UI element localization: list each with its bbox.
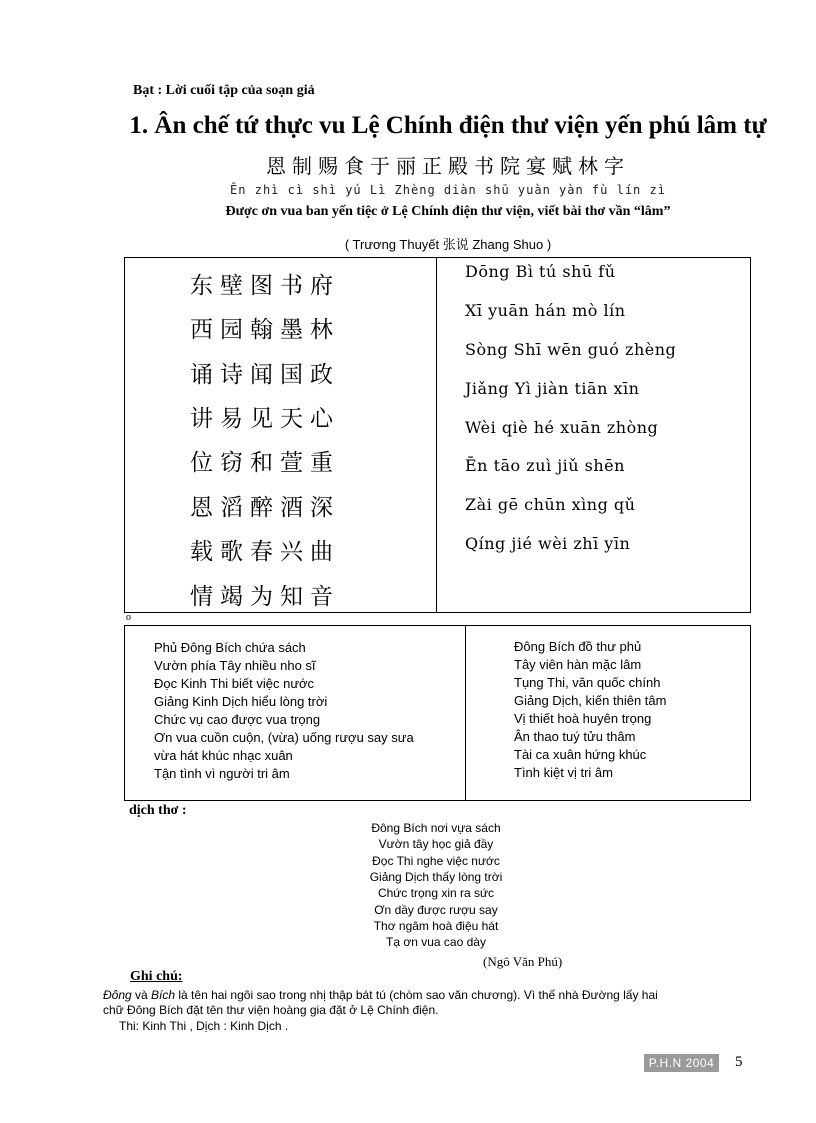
header-label: Bạt : Lời cuối tập của soạn giả [133,83,315,98]
verse-line: Tạ ơn vua cao dày [386,935,486,949]
note-term: Bích [151,988,176,1002]
pinyin-line: Wèi qiè hé xuān zhòng [465,418,659,437]
verse-line: Đọc Thi nghe việc nước [372,854,500,868]
translation-right-line: Tình kiệt vị tri âm [514,765,613,780]
translation-right-line: Tây viên hàn mặc lâm [514,657,642,672]
translation-right-line: Tụng Thi, văn quốc chính [514,675,661,690]
verse-line: Thơ ngâm hoà điệu hát [373,919,499,933]
note-term: Đông [103,988,132,1002]
small-mark: o [126,612,131,623]
verse-line: Chức trọng xin ra sức [377,886,495,900]
hanzi-line: 情竭为知音 [190,584,340,610]
pinyin-line: Sòng Shī wēn guó zhèng [465,340,677,359]
translation-left-line: Ơn vua cuồn cuộn, (vừa) uống rượu say sưa [154,730,414,745]
note-conjunction: và [131,988,152,1002]
translation-left-line: Vườn phía Tây nhiều nho sĩ [154,658,316,673]
translation-left-line: Tận tình vì người tri âm [154,766,290,781]
note-text: là tên hai ngôi sao trong nhị thập bát tú (chòm sao văn chương). Vì thế nhà Đường lấy hai [175,988,658,1002]
hanzi-line: 诵诗闻国政 [190,362,340,388]
translation-right-line: Tài ca xuân hứng khúc [514,747,647,762]
note-line: Thi: Kinh Thi , Dịch : Kinh Dịch . [119,1019,289,1033]
author-credit: ( Trương Thuyết 张说 Zhang Shuo ) [344,237,552,252]
translation-left-line: Phủ Đông Bích chứa sách [154,640,306,655]
translation-right-line: Vị thiết hoà huyên trọng [514,711,652,726]
pinyin-line: Dōng Bì tú shū fǔ [465,262,616,281]
hanzi-line: 恩滔醉酒深 [190,495,340,521]
hanzi-line: 载歌春兴曲 [190,539,340,565]
chinese-title: 恩制赐食于丽正殿书院宴赋林字 [266,156,630,178]
pinyin-title: Ēn zhì cì shì yú Lì Zhèng diàn shū yuàn yàn fù lín zì [230,183,666,197]
poem-column-divider [436,257,437,613]
translation-left-line: Đọc Kinh Thi biết việc nước [154,676,315,691]
subtitle: Được ơn vua ban yến tiệc ở Lệ Chính điện thư viện, viết bài thơ vần “lâm” [225,204,671,219]
hanzi-line: 东壁图书府 [190,273,340,299]
pinyin-line: Qíng jié wèi zhī yīn [465,534,631,553]
pinyin-line: Ēn tāo zuì jiǔ shēn [465,456,625,475]
hanzi-line: 位窃和萱重 [190,450,340,476]
hanzi-line: 讲易见天心 [190,406,340,432]
translation-left-line: vừa hát khúc nhạc xuân [154,748,293,763]
page-title: 1. Ân chế tứ thực vu Lệ Chính điện thư viện yến phú lâm tự [129,112,767,139]
notes-label: Ghi chú: [130,969,183,984]
verse-translation-label: dịch thơ : [129,803,187,818]
translation-column-divider [465,625,466,801]
hanzi-line: 西园翰墨林 [190,317,340,343]
translation-left-line: Giảng Kinh Dịch hiểu lòng trời [154,694,328,709]
translator-credit: (Ngô Văn Phú) [483,954,563,969]
note-line [103,987,763,1003]
translation-right-line: Ân thao tuý tửu thâm [514,729,636,744]
verse-line: Vườn tây học giả đầy [378,837,494,851]
pinyin-line: Xī yuān hán mò lín [465,301,626,320]
verse-line: Giảng Dịch thấy lòng trời [369,870,503,884]
translation-right-line: Giảng Dịch, kiến thiên tâm [514,693,667,708]
verse-line: Đông Bích nơi vựa sách [371,821,501,835]
note-line: chữ Đông Bích đặt tên thư viện hoàng gia đặt ở Lệ Chính điện. [103,1003,439,1017]
verse-line: Ơn dầy được rượu say [374,903,498,917]
pinyin-line: Jiǎng Yì jiàn tiān xīn [465,379,640,398]
translation-right-line: Đông Bích đồ thư phủ [514,639,642,654]
page-number: 5 [735,1054,743,1070]
pinyin-line: Zài gē chūn xìng qǔ [465,495,636,514]
translation-left-line: Chức vụ cao được vua trọng [154,712,321,727]
footer-badge: P.H.N 2004 [644,1054,719,1072]
